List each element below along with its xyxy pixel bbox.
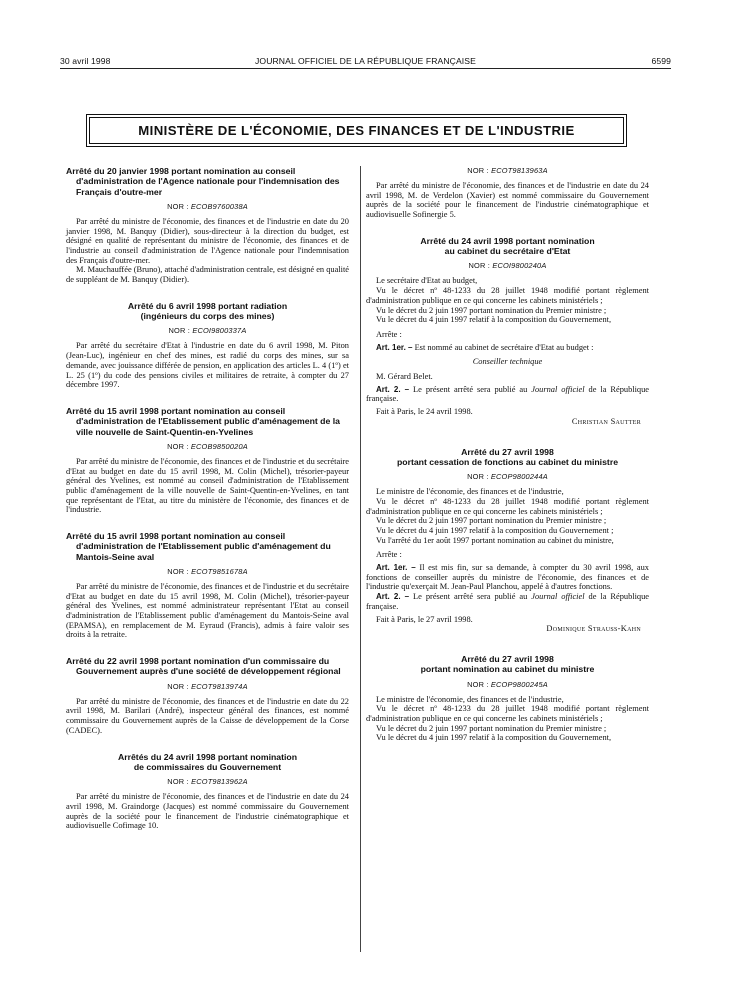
arrete-label: Arrête :	[376, 550, 402, 560]
nor-reference: NOR : ECOI9800240A	[468, 261, 547, 271]
article-paragraph: Par arrêté du ministre de l'économie, des finances et de l'industrie en date du 22 avril 1998, M. Barilari (André), inspecteur général des finances, est nommé commissaire du Gouvernement auprès de la Caisse de développement de la Corse (CADEC).	[66, 696, 349, 735]
article-paragraph: Vu le décret du 2 juin 1997 portant nomination du Premier ministre ;	[376, 723, 607, 733]
article-paragraph: Vu le décret nº 48-1233 du 28 juillet 1948 modifié portant règlement d'administration publique en ce qui concerne les cabinets ministériels ;	[366, 286, 649, 305]
article-paragraph: Par arrêté du ministre de l'économie, des finances et de l'industrie en date du 24 avril 1998, M. de Verdelon (Xavier) est nommé commissaire du Gouvernement auprès de la société pour le financement de l'industrie cinématographique et audiovisuelle Sofinergie 5.	[366, 181, 649, 220]
article-paragraph: Le secrétaire d'Etat au budget,	[376, 276, 478, 286]
signature-name: Christian Sautter	[571, 416, 641, 426]
nor-reference: NOR : ECOP9800245A	[467, 679, 548, 689]
nor-reference: NOR : ECOT9851678A	[167, 566, 248, 576]
article-paragraph: Le ministre de l'économie, des finances et de l'industrie,	[376, 694, 564, 704]
ministry-heading: MINISTÈRE DE L'ÉCONOMIE, DES FINANCES ET DE L'INDUSTRIE	[89, 117, 624, 144]
header-date: 30 avril 1998	[60, 56, 111, 66]
article-saint-quentin	[66, 406, 349, 515]
nor-reference: NOR : ECOB9850020A	[167, 441, 248, 451]
article-paragraph: Vu le décret du 4 juin 1997 relatif à la composition du Gouvernement ;	[376, 525, 614, 535]
article-paragraph: Vu le décret du 4 juin 1997 relatif à la composition du Gouvernement,	[376, 733, 612, 743]
article-title: Arrêté du 20 janvier 1998 portant nomination au conseil d'administration de l'Agence nationale pour l'indemnisation des Français d'outre-mer	[66, 166, 340, 197]
article-nomination-cabinet	[366, 654, 649, 743]
article-one: Art. 1er. – Est nommé au cabinet de secrétaire d'Etat au budget :	[376, 342, 594, 352]
article-sofinergie	[366, 166, 649, 220]
article-anifom	[66, 166, 349, 285]
article-commissaires	[66, 752, 349, 831]
article-paragraph: Vu le décret du 4 juin 1997 relatif à la composition du Gouvernement,	[376, 315, 612, 325]
article-two: Art. 2. – Le présent arrêté sera publié au Journal officiel de la République française.	[366, 592, 650, 611]
article-title: Arrêté du 27 avril 1998	[461, 446, 554, 457]
article-radiation	[66, 301, 349, 390]
article-two: Art. 2. – Le présent arrêté sera publié au Journal officiel de la République française.	[366, 384, 650, 404]
article-title-line: de commissaires du Gouvernement	[133, 761, 282, 772]
article-paragraph: Par arrêté du secrétaire d'Etat à l'industrie en date du 6 avril 1998, M. Piton (Jean-Luc), ingénieur en chef des mines, est radié du corps des mines, sur sa demande, avec jouissance différée de pension, en application des articles L. 4 (1º) et L. 25 (1º) du code des pensions civiles et militaires de retraite, à compter du 27 décembre 1997.	[66, 341, 349, 390]
nor-reference: NOR : ECOB9760038A	[167, 201, 248, 211]
article-title: Arrêté du 15 avril 1998 portant nomination au conseil d'administration de l'Etablissement public d'aménagement du Mantois-Seine aval	[66, 531, 331, 562]
nor-reference: NOR : ECOI9800337A	[168, 326, 247, 336]
right-column	[366, 166, 649, 743]
left-column	[66, 166, 349, 831]
article-title-line: portant cessation de fonctions au cabinet du ministre	[396, 456, 619, 467]
arrete-label: Arrête :	[376, 329, 402, 339]
article-title: Arrêté du 22 avril 1998 portant nomination d'un commissaire du Gouvernement auprès d'une société de développement régional	[66, 656, 341, 677]
article-cadec	[66, 656, 349, 735]
article-title-line: au cabinet du secrétaire d'Etat	[444, 246, 571, 257]
article-title-line: (ingénieurs du corps des mines)	[140, 311, 275, 322]
nor-reference: NOR : ECOT9813974A	[167, 681, 248, 691]
article-title: Arrêté du 27 avril 1998	[461, 653, 554, 664]
signature-place-date: Fait à Paris, le 27 avril 1998.	[376, 614, 473, 624]
article-paragraph: M. Mauchauffée (Bruno), attaché d'administration centrale, est désigné en qualité de suppléant de M. Banquy (Didier).	[66, 265, 349, 285]
header-page-number: 6599	[651, 56, 671, 66]
article-paragraph: Le ministre de l'économie, des finances et de l'industrie,	[376, 487, 564, 497]
article-paragraph: Par arrêté du ministre de l'économie, des finances et de l'industrie et du secrétaire d'Etat au budget en date du 15 avril 1998, M. Colin (Michel), trésorier-payeur général des Yvelines, est nommé administrateur représentant l'Etat au conseil d'administration de l'Etablissement public d'aménagement du Mantois-Seine aval (EPAMSA), en remplacement de M. Eyraud (Francis), admis à faire valoir ses droits à la retraite.	[66, 581, 349, 640]
article-paragraph: Vu l'arrêté du 1er août 1997 portant nomination au cabinet du ministre,	[376, 535, 614, 545]
article-title: Arrêtés du 24 avril 1998 portant nomination	[117, 751, 298, 762]
article-cessation-fonctions	[366, 447, 649, 634]
article-mantois	[66, 531, 349, 640]
article-paragraph: Vu le décret nº 48-1233 du 28 juillet 1948 modifié portant règlement d'administration publique en ce qui concerne les cabinets ministériels ;	[366, 704, 649, 723]
signature-name: Dominique Strauss-Kahn	[546, 624, 641, 634]
article-cabinet-secretaire	[366, 236, 649, 427]
nor-reference: NOR : ECOP9800244A	[467, 472, 548, 482]
article-paragraph: Vu le décret du 2 juin 1997 portant nomination du Premier ministre ;	[376, 516, 607, 526]
article-paragraph: Par arrêté du ministre de l'économie, des finances et de l'industrie en date du 20 janvier 1998, M. Banquy (Didier), sous-directeur à la direction du budget, est désigné en qualité de représentant du ministre de l'économie, des finances et de l'industrie au conseil d'administration de l'Agence nationale pour l'indemnisation des Français d'outre-mer.	[66, 216, 349, 265]
article-paragraph: Par arrêté du ministre de l'économie, des finances et de l'industrie en date du 24 avril 1998, M. Graindorge (Jacques) est nommé commissaire du Gouvernement auprès de la société pour le financement de l'industrie cinématographique et audiovisuelle Cofimage 10.	[66, 792, 349, 831]
appointee-name: M. Gérard Belet.	[376, 372, 433, 382]
role-heading: Conseiller technique	[472, 357, 543, 367]
article-paragraph: Par arrêté du ministre de l'économie, des finances et de l'industrie et du secrétaire d'Etat au budget en date du 15 avril 1998, M. Colin (Michel), trésorier-payeur général des Yvelines, est nommé au conseil d'administration de l'Etablissement public d'aménagement de la ville nouvelle de Saint-Quentin-en-Yvelines, en tant que représentant de l'Etat, au titre du ministère de l'économie, des finances et de l'industrie.	[66, 456, 349, 515]
header-journal-title: JOURNAL OFFICIEL DE LA RÉPUBLIQUE FRANÇAISE	[255, 56, 476, 66]
column-divider	[360, 166, 361, 952]
article-title-line: portant nomination au cabinet du ministre	[420, 664, 595, 675]
article-paragraph: Vu le décret nº 48-1233 du 28 juillet 1948 modifié portant règlement d'administration publique en ce qui concerne les cabinets ministériels ;	[366, 496, 649, 516]
signature-place-date: Fait à Paris, le 24 avril 1998.	[376, 407, 473, 417]
article-title: Arrêté du 15 avril 1998 portant nomination au conseil d'administration de l'Etablissement public d'aménagement de la ville nouvelle de Saint-Quentin-en-Yvelines	[66, 405, 340, 437]
article-title: Arrêté du 6 avril 1998 portant radiation	[127, 300, 288, 311]
nor-reference: NOR : ECOT9813963A	[467, 166, 548, 175]
nor-reference: NOR : ECOT9813962A	[167, 777, 248, 787]
header-rule	[60, 68, 671, 69]
article-paragraph: Vu le décret du 2 juin 1997 portant nomination du Premier ministre ;	[376, 305, 607, 315]
article-title: Arrêté du 24 avril 1998 portant nomination	[420, 235, 595, 246]
article-one: Art. 1er. – Il est mis fin, sur sa demande, à compter du 30 avril 1998, aux fonctions de conseiller auprès du ministre de l'économie, des finances et de l'industrie qu'exerçait M. Jean-Paul Planchou, appelé à d'autres fonctions.	[366, 563, 649, 592]
